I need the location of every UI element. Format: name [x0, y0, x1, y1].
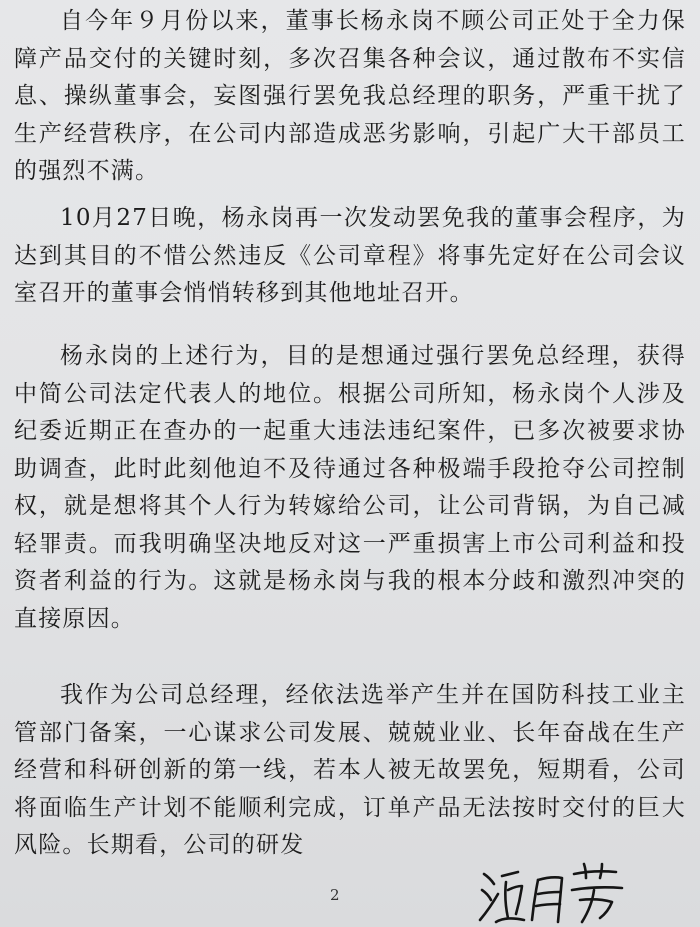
page-number: 2 — [330, 886, 340, 904]
paragraph-1: 自今年９月份以来，董事长杨永岗不顾公司正处于全力保障产品交付的关键时刻，多次召集各种会议，通过散布不实信息、操纵董事会，妄图强行罢免我总经理的职务，严重干扰了生产经营秩序，在公司内部造成恶劣影响，引起广大干部员工的强烈不满。 — [14, 8, 686, 184]
handwritten-signature — [476, 860, 636, 926]
paragraph-2: 10月27日晚，杨永岗再一次发动罢免我的董事会程序，为达到其目的不惜公然违反《公司章程》将事先定好在公司会议室召开的董事会悄悄转移到其他地址召开。 — [14, 205, 686, 306]
paragraph-3: 杨永岗的上述行为，目的是想通过强行罢免总经理，获得中简公司法定代表人的地位。根据公司所知，杨永岗个人涉及纪委近期正在查办的一起重大违法违纪案件，已多次被要求协助调查，此时此刻他迫不及待通过各种极端手段抢夺公司控制权，就是想将其个人行为转嫁给公司，让公司背锅，为自己减轻罪责。而我明确坚决地反对这一严重损害上市公司利益和投资者利益的行为。这就是杨永岗与我的根本分歧和激烈冲突的直接原因。 — [14, 343, 686, 632]
paragraph-4: 我作为公司总经理，经依法选举产生并在国防科技工业主管部门备案，一心谋求公司发展、兢兢业业、长年奋战在生产经营和科研创新的第一线，若本人被无故罢免，短期看，公司将面临生产计划不能顺利完成，订单产品无法按时交付的巨大风险。长期看，公司的研发 — [14, 682, 686, 858]
